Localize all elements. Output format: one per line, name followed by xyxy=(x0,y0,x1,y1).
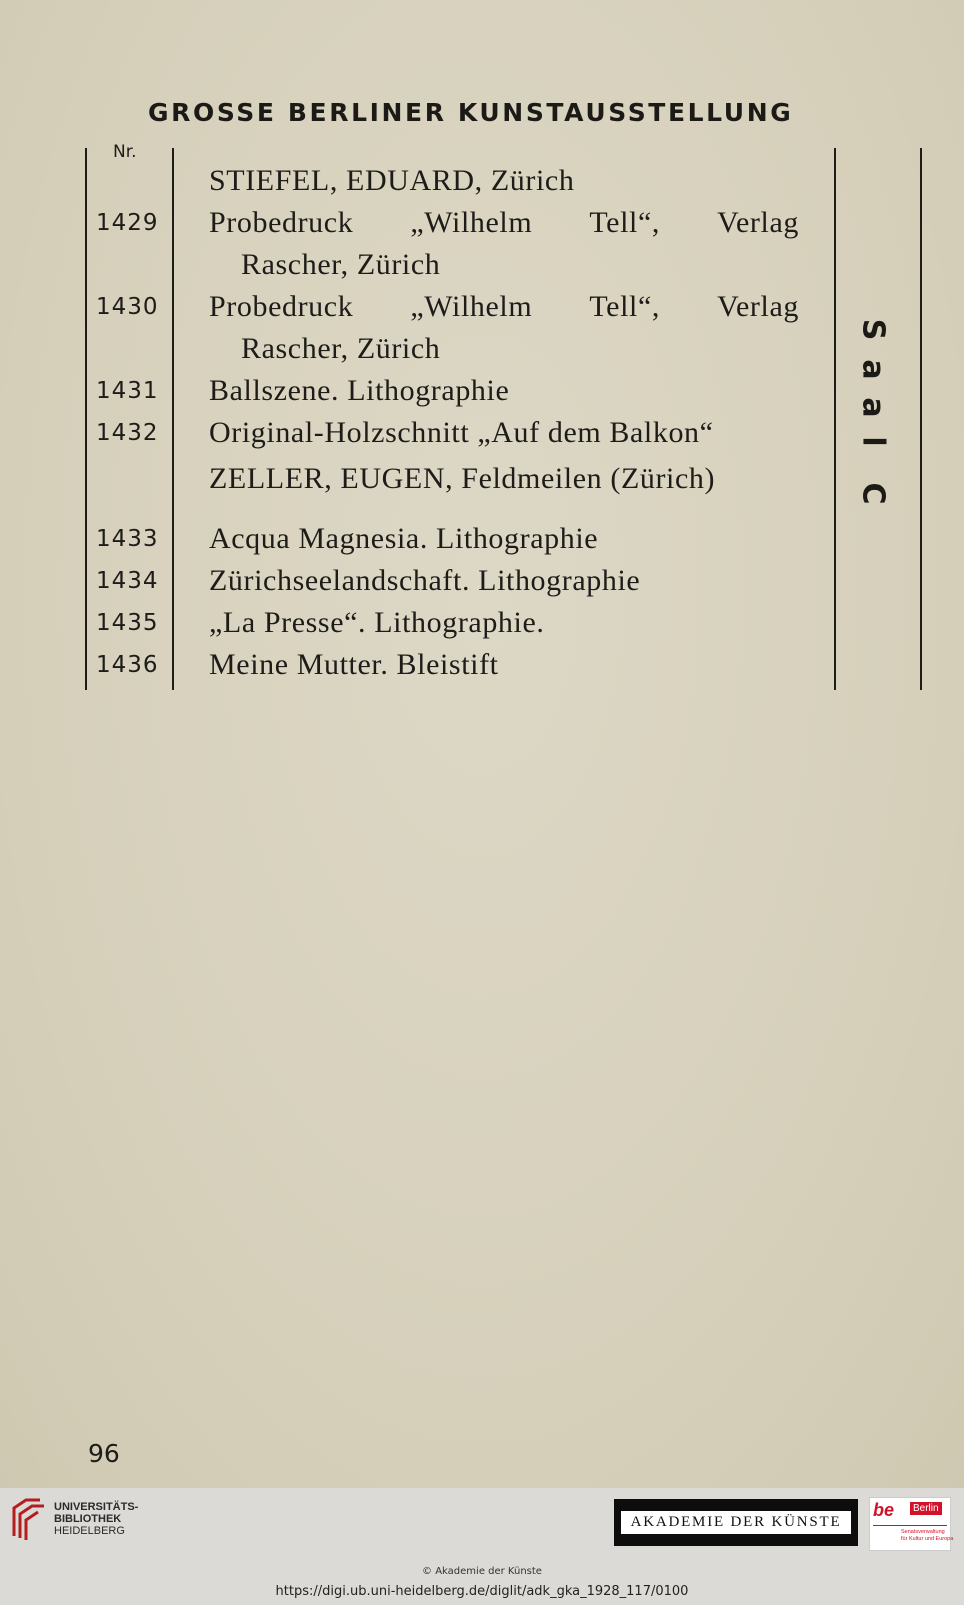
senate-line-1: Senatsverwaltung xyxy=(901,1529,945,1535)
entry-word: Tell“, xyxy=(589,290,660,323)
akademie-der-kuenste-logo[interactable] xyxy=(614,1499,858,1546)
entry-title-line: Original-Holzschnitt „Auf dem Balkon“ xyxy=(209,416,714,449)
entry-number: 1435 xyxy=(96,610,159,636)
entry-number: 1432 xyxy=(96,420,159,446)
entry-title-line: Acqua Magnesia. Lithographie xyxy=(209,522,599,555)
berlin-tag: Berlin xyxy=(910,1502,942,1515)
entry-title-line: Meine Mutter. Bleistift xyxy=(209,648,499,681)
room-label-letter: a xyxy=(855,359,891,380)
be-berlin-mark: be xyxy=(873,1500,895,1520)
berlin-senate-logo[interactable] xyxy=(869,1497,954,1551)
artist-heading: STIEFEL, EDUARD, Zürich xyxy=(209,164,575,197)
logo-divider xyxy=(873,1525,947,1526)
entry-number: 1434 xyxy=(96,568,159,594)
page-number: 96 xyxy=(88,1439,120,1468)
room-label-letter: l xyxy=(855,436,891,447)
source-url[interactable]: https://digi.ub.uni-heidelberg.de/diglit/adk_gka_1928_117/0100 xyxy=(275,1584,689,1599)
entry-number: 1436 xyxy=(96,652,159,678)
number-column-rule xyxy=(172,148,174,690)
entry-number: 1430 xyxy=(96,294,159,320)
left-rule xyxy=(85,148,87,690)
room-label-letter: a xyxy=(855,397,891,418)
entry-title-line xyxy=(209,206,799,240)
copyright-notice: © Akademie der Künste xyxy=(422,1566,542,1577)
number-column-label: Nr. xyxy=(113,142,137,162)
entry-word: Verlag xyxy=(717,206,799,239)
entry-number: 1429 xyxy=(96,210,159,236)
senate-line-2: für Kultur und Europa xyxy=(901,1536,954,1542)
entry-title-line: Rascher, Zürich xyxy=(241,248,441,281)
entry-title-line: Rascher, Zürich xyxy=(241,332,441,365)
library-name-line-3: HEIDELBERG xyxy=(54,1525,125,1537)
library-name-line-1: UNIVERSITÄTS- xyxy=(54,1501,139,1513)
entry-title-line: Zürichseelandschaft. Lithographie xyxy=(209,564,641,597)
text-column-rule xyxy=(834,148,836,690)
entry-word: „Wilhelm xyxy=(410,206,533,239)
running-head: GROSSE BERLINER KUNSTAUSSTELLUNG xyxy=(148,98,794,127)
right-rule xyxy=(920,148,922,690)
entry-word: Probedruck xyxy=(209,206,354,239)
artist-heading: ZELLER, EUGEN, Feldmeilen (Zürich) xyxy=(209,462,716,495)
entry-word: „Wilhelm xyxy=(410,290,533,323)
entry-word: Probedruck xyxy=(209,290,354,323)
room-label-letter: C xyxy=(855,482,891,505)
entry-title-line: Ballszene. Lithographie xyxy=(209,374,510,407)
entry-title-line: „La Presse“. Lithographie. xyxy=(209,606,545,639)
entry-word: Verlag xyxy=(717,290,799,323)
entry-number: 1431 xyxy=(96,378,159,404)
room-label-letter: S xyxy=(855,318,891,341)
academy-name: AKADEMIE DER KÜNSTE xyxy=(621,1511,852,1534)
entry-number: 1433 xyxy=(96,526,159,552)
entry-title-line xyxy=(209,290,799,324)
heidelberg-library-logo[interactable] xyxy=(10,1496,138,1542)
library-emblem-icon xyxy=(10,1496,46,1542)
entry-word: Tell“, xyxy=(589,206,660,239)
library-name-line-2: BIBLIOTHEK xyxy=(54,1513,122,1525)
